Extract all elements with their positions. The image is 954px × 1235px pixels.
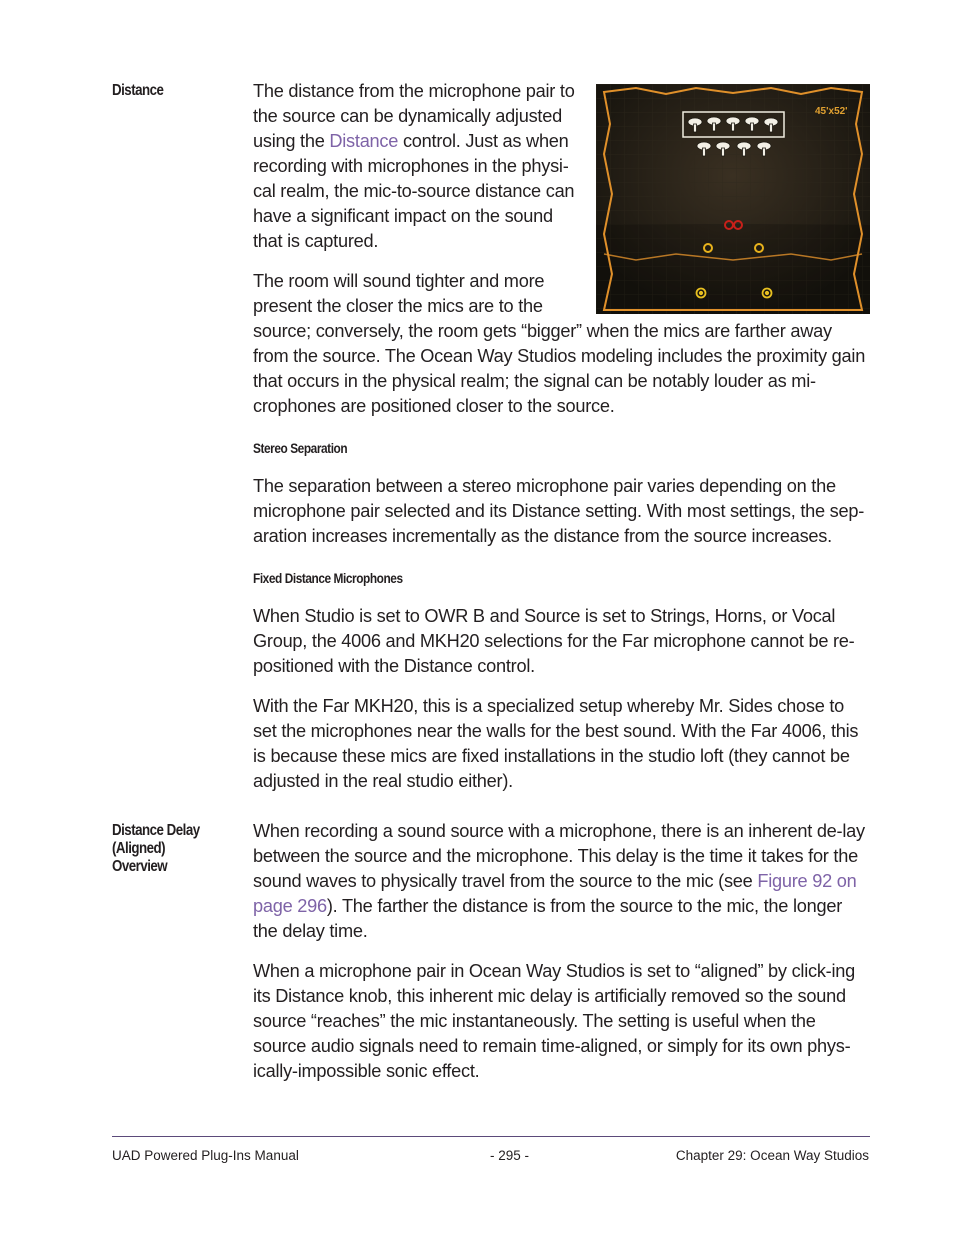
- stereo-separation-paragraph: The separation between a stereo microphone pair varies depending on the microphone pair selected and its Distance setting. With most settings, the sep-aration increases incrementally as the distance from the source increases.: [253, 476, 865, 546]
- footer-manual-title: UAD Powered Plug-Ins Manual: [112, 1148, 299, 1163]
- text-run: control. Just as when recording with microphones in the physi-cal realm, the mic-to-source distance can have a significant impact on the sound that is captured.: [253, 131, 575, 251]
- distance-paragraph-2a: The room will sound tighter and more present the closer the mics are to the: [253, 271, 545, 316]
- fixed-distance-paragraph-1: When Studio is set to OWR B and Source is set to Strings, Horns, or Vocal Group, the 4006 and MKH20 selections for the Far microphone cannot be re-positioned with the Distance control.: [253, 606, 855, 676]
- distance-delay-paragraph-1: [253, 819, 871, 944]
- subheading-fixed-distance: Fixed Distance Microphones: [253, 571, 403, 586]
- text-run: When recording a sound source with a microphone, there is an inherent de-lay between the source and the microphone. This delay is the time it takes for the sound waves to physically travel from the source to the mic (see: [253, 821, 865, 891]
- figure-92-link[interactable]: Figure 92 on page 296: [253, 871, 857, 916]
- room-size-label: 45'x52': [815, 106, 848, 117]
- text-run: The distance from the microphone pair to the source can be dynamically adjusted using the: [253, 81, 575, 151]
- text-run: ). The farther the distance is from the source to the mic, the longer the delay time.: [253, 896, 843, 941]
- distance-paragraph-1: [253, 79, 586, 254]
- fixed-distance-paragraph-2: With the Far MKH20, this is a specialized setup whereby Mr. Sides chose to set the microphones near the walls for the best sound. With the Far 4006, this is because these mics are fixed installations in the studio loft (they cannot be adjusted in the real studio either).: [253, 696, 859, 791]
- room-microphone-figure: [596, 84, 870, 314]
- subheading-stereo-separation: Stereo Separation: [253, 441, 348, 456]
- distance-delay-paragraph-2: When a microphone pair in Ocean Way Studios is set to “aligned” by click-ing its Distance knob, this inherent mic delay is artificially removed so the sound source “reaches” the mic instantaneously. The setting is useful when the source audio signals need to remain time-aligned, or simply for its own phys-ically-impossible sonic effect.: [253, 961, 856, 1081]
- footer-chapter-title: Chapter 29: Ocean Way Studios: [675, 1148, 869, 1163]
- section-heading-distance: Distance: [112, 82, 164, 99]
- distance-paragraph-2b: source; conversely, the room gets “bigger” when the mics are farther away from the source. The Ocean Way Studios modeling includes the proximity gain that occurs in the physical realm; the signal can be notably louder as mi-crophones are positioned closer to the source.: [253, 321, 866, 416]
- distance-control-link[interactable]: Distance: [329, 131, 399, 151]
- footer-page-number: - 295 -: [490, 1148, 530, 1163]
- footer-divider: [112, 1136, 870, 1137]
- section-heading-distance-delay: Distance Delay (Aligned) Overview: [112, 822, 200, 875]
